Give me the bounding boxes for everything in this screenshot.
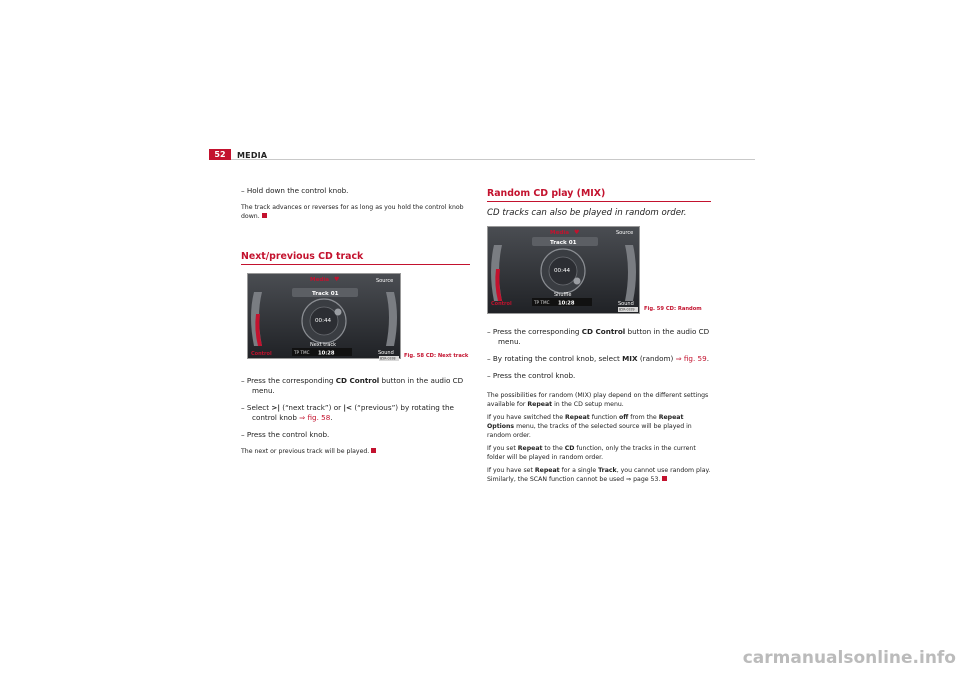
step-press-cd-control: – Press the corresponding CD Control button in the audio CD menu.: [241, 376, 464, 395]
left-heading-block: [241, 251, 470, 265]
fig-58-reference[interactable]: ⇒ fig. 58: [299, 413, 331, 422]
right-heading-block: [487, 188, 711, 218]
right-steps: [487, 327, 711, 388]
step-select-mix: – By rotating the control knob, select MIX (random) ⇒ fig. 59.: [487, 354, 710, 363]
screen-control-label: Control: [491, 301, 512, 307]
step-press-knob: – Press the control knob.: [241, 430, 330, 439]
step-select-track: – Select >| (“next track”) or |< (“previous”) by rotating the control knob ⇒ fig. 58.: [241, 403, 454, 422]
screen-status: Shuffle: [554, 292, 572, 298]
screen-sound-label: Sound: [378, 350, 394, 356]
step-hold-knob: – Hold down the control knob.: [241, 186, 349, 195]
subtitle-random: CD tracks can also be played in random order.: [487, 208, 687, 218]
note-next-track: The next or previous track will be played.: [241, 447, 473, 456]
screen-media-label: Media: [550, 230, 570, 236]
note-repeat-off: If you have switched the Repeat function off from the Repeat Options menu, the tracks of the selected source will be played in random order.: [487, 414, 692, 439]
screen-source-label: Source: [616, 230, 634, 236]
screen-control-label: Control: [251, 351, 272, 357]
screen-time: 00:44: [554, 268, 571, 274]
heading-next-previous: Next/previous CD track: [241, 251, 470, 265]
screen-image-code: B5R-0339: [619, 307, 635, 312]
left-steps: [241, 376, 473, 460]
page-number: 52: [209, 149, 231, 160]
heart-icon: ♥: [334, 276, 340, 283]
caption-fig-59: Fig. 59 CD: Random: [644, 306, 702, 312]
screen-clock: 10:28: [318, 350, 335, 357]
note-repeat-track: If you have set Repeat for a single Track, you cannot use random play. Similarly, the SCAN function cannot be used ⇒ page 53.: [487, 467, 711, 483]
watermark: carmanualsonline.info: [742, 648, 956, 668]
step-press-knob: – Press the control knob.: [487, 371, 576, 380]
screen-media-label: Media: [310, 277, 330, 283]
screen-tp-tmc: TP TMC: [294, 350, 310, 355]
screen-track-label: Track 01: [550, 240, 577, 246]
step-press-cd-control: – Press the corresponding CD Control button in the audio CD menu.: [487, 327, 710, 346]
caption-fig-58: Fig. 58 CD: Next track: [404, 353, 469, 359]
end-marker: [262, 213, 267, 218]
note-repeat-settings: The possibilities for random (MIX) play depend on the different settings available for Repeat in the CD setup menu.: [487, 392, 709, 408]
screen-time: 00:44: [315, 318, 332, 324]
screen-sound-label: Sound: [618, 301, 634, 307]
fig-59-reference[interactable]: ⇒ fig. 59: [675, 354, 707, 363]
screen-tp-tmc: TP TMC: [534, 300, 550, 305]
screen-image-code: B5R-0338: [380, 356, 396, 361]
header-rule: [209, 150, 755, 160]
note-hold: The track advances or reverses for as long as you hold the control knob down.: [241, 204, 464, 220]
note-repeat-cd: If you set Repeat to the CD function, only the tracks in the current folder will be played in random order.: [487, 445, 696, 461]
screen-source-label: Source: [376, 278, 394, 284]
right-notes: [487, 391, 711, 488]
left-column-top: [241, 186, 473, 225]
heading-random-play: Random CD play (MIX): [487, 188, 711, 202]
end-marker: [371, 448, 376, 453]
screen-status: Next track: [310, 342, 336, 348]
screen-clock: 10:28: [558, 300, 575, 307]
end-marker: [662, 476, 667, 481]
heart-icon: ♥: [574, 229, 580, 236]
section-title: MEDIA: [237, 151, 268, 160]
screen-track-label: Track 01: [312, 291, 339, 297]
figure-59-screen: [487, 226, 640, 314]
figure-58-screen: [247, 273, 401, 359]
